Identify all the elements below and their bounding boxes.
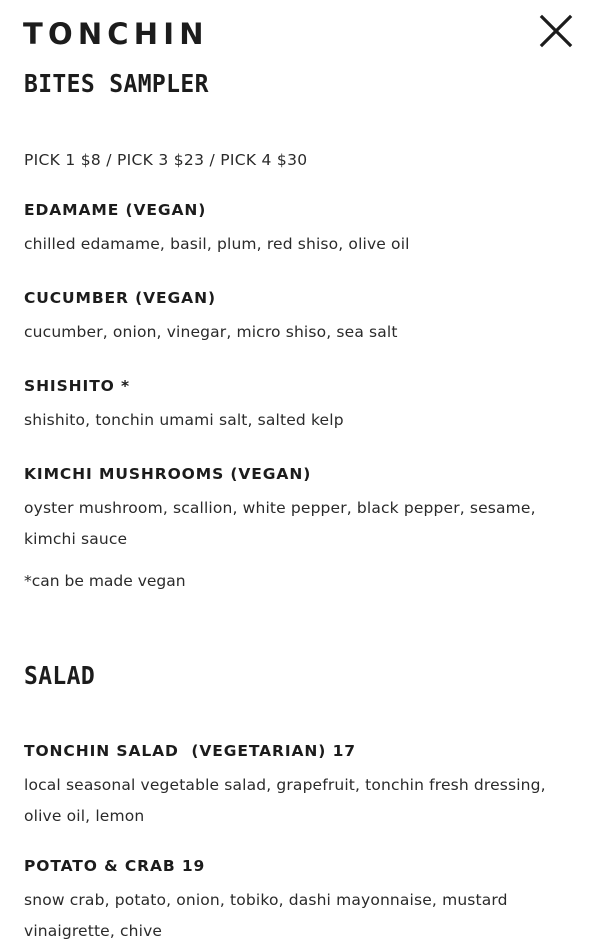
salad-section (24, 656, 579, 947)
item-description: chilled edamame, basil, plum, red shiso, olive oil (24, 235, 410, 253)
pricing-text: PICK 1 $8 / PICK 3 $23 / PICK 4 $30 (24, 151, 308, 169)
item-name: TONCHIN SALAD (VEGETARIAN) 17 (24, 742, 356, 760)
section-title-salad: SALAD (24, 661, 96, 690)
item-name: POTATO & CRAB 19 (24, 857, 206, 875)
section-title-bites-sampler: BITES SAMPLER (24, 69, 209, 98)
menu-item-kimchi-mushrooms (24, 462, 579, 555)
close-icon (538, 13, 574, 49)
bites-sampler-section (24, 64, 579, 593)
menu-item-shishito (24, 374, 579, 436)
menu-item-potato-crab (24, 854, 579, 947)
item-description: shishito, tonchin umami salt, salted kelp (24, 411, 344, 429)
item-description: local seasonal vegetable salad, grapefruit, tonchin fresh dressing, olive oil, lemon (24, 776, 546, 825)
menu-item-edamame (24, 198, 579, 260)
item-description: snow crab, potato, onion, tobiko, dashi mayonnaise, mustard vinaigrette, chive (24, 891, 508, 940)
item-name: CUCUMBER (VEGAN) (24, 289, 216, 307)
header (0, 0, 600, 70)
footnote: *can be made vegan (24, 572, 186, 590)
item-name: KIMCHI MUSHROOMS (VEGAN) (24, 465, 312, 483)
item-description: oyster mushroom, scallion, white pepper, black pepper, sesame, kimchi sauce (24, 499, 536, 548)
logo[interactable]: TONCHIN (23, 17, 209, 51)
item-description: cucumber, onion, vinegar, micro shiso, sea salt (24, 323, 398, 341)
close-button[interactable] (538, 13, 574, 49)
item-name: SHISHITO * (24, 377, 131, 395)
item-name: EDAMAME (VEGAN) (24, 201, 207, 219)
menu-item-tonchin-salad (24, 739, 579, 832)
menu-item-cucumber (24, 286, 579, 348)
